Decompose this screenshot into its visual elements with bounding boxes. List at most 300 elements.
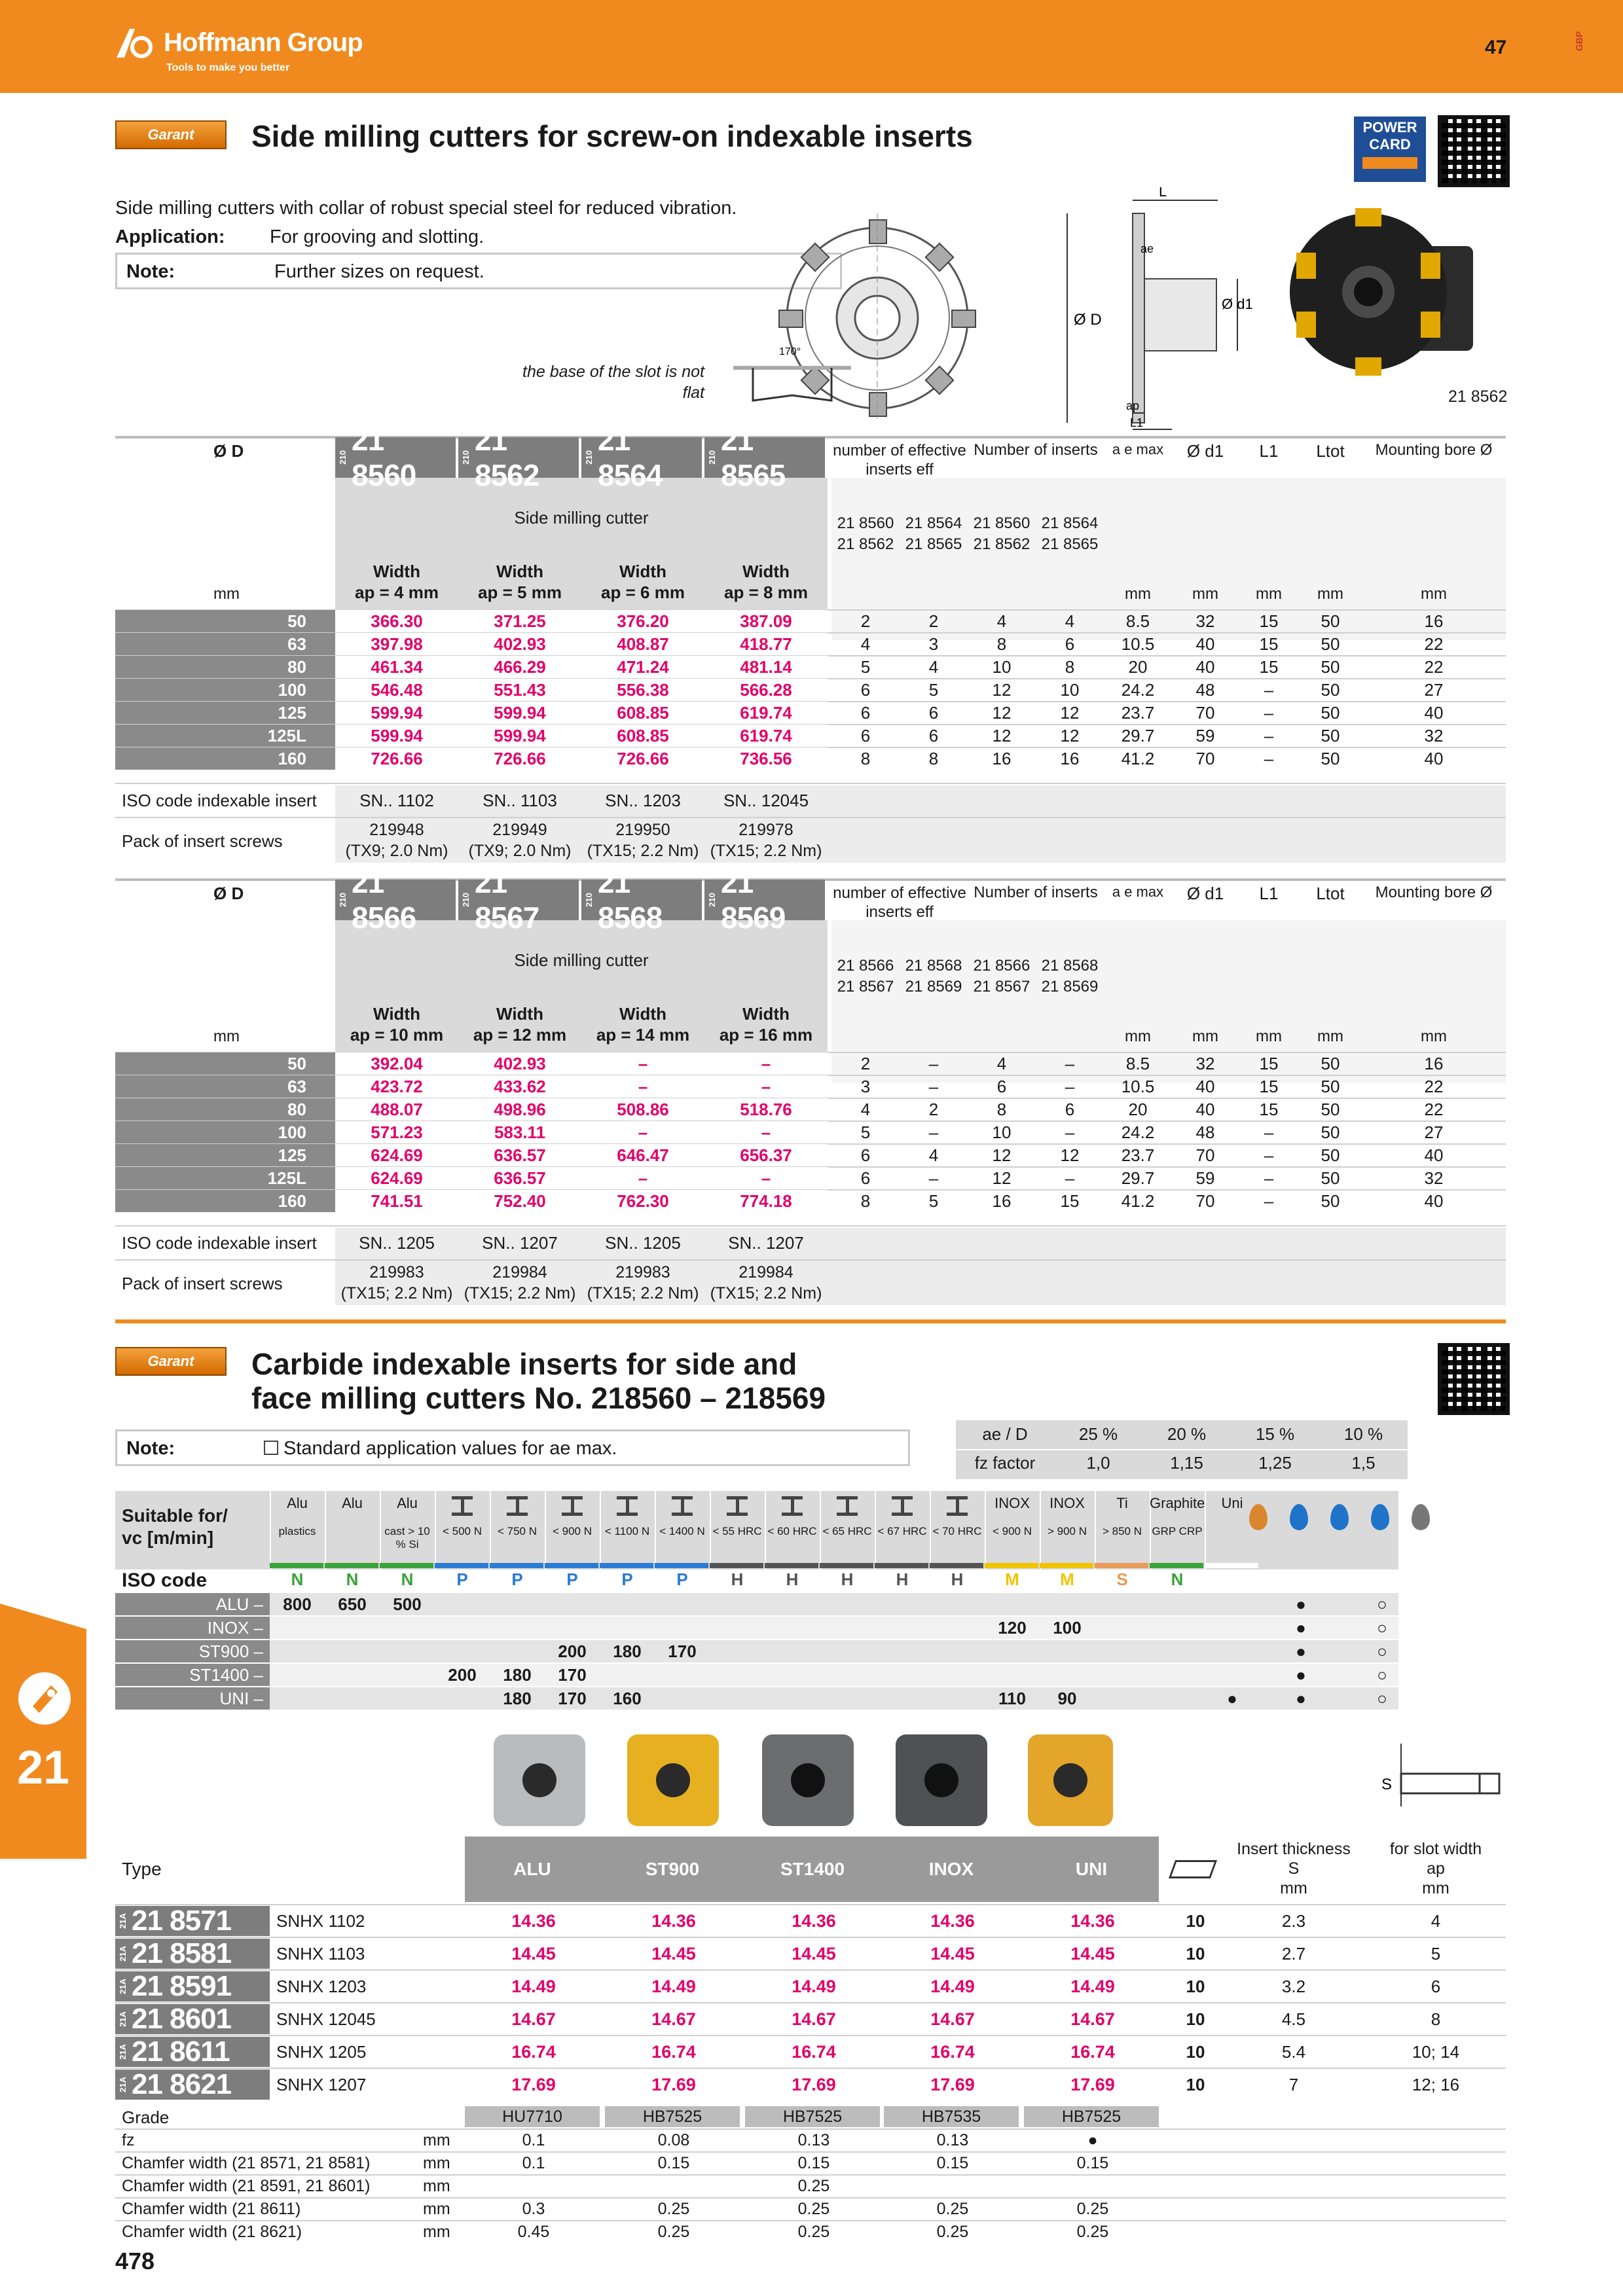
- width-value: ap = 10 mm: [350, 1025, 444, 1045]
- iso-letter: H: [841, 1570, 854, 1589]
- param-unit: mm: [423, 2223, 450, 2241]
- article-code-header: [335, 423, 456, 492]
- insert-price: 14.67: [792, 2009, 836, 2029]
- spec-cell: 8.5: [1125, 1054, 1150, 1073]
- param-value: 0.25: [657, 2223, 690, 2241]
- material-sub: > 850 N: [1102, 1525, 1142, 1537]
- spec-cell: –: [1264, 680, 1274, 700]
- material-sub: < 67 HRC: [877, 1525, 927, 1537]
- coolant-icon: [1412, 1504, 1430, 1530]
- price-cell: 571.23: [335, 1121, 458, 1143]
- insert-code-number: 21 8601: [132, 2003, 232, 2035]
- price-cell: 736.56: [704, 747, 828, 770]
- article-code-header: [458, 423, 579, 492]
- spec-cell: 2: [928, 611, 939, 631]
- grade-row-label: Grade: [122, 2108, 170, 2127]
- insert-code-prefix: 21A: [118, 1946, 128, 1962]
- iso-letter: S: [1116, 1570, 1128, 1589]
- iso-code-cell: SN.. 1102: [359, 791, 434, 810]
- price-cell: 551.43: [458, 679, 581, 701]
- note-box: [115, 253, 842, 289]
- row-line: [115, 1937, 1506, 1938]
- iso-color-bar: [490, 1563, 543, 1568]
- article-code-header: [704, 865, 825, 935]
- width-label: Width: [619, 562, 666, 581]
- code-prefix: 210: [707, 450, 717, 465]
- iso-letter: P: [676, 1570, 688, 1589]
- thickness-header: Insert thickness: [1237, 1840, 1351, 1858]
- sub-code: 21 8568: [905, 957, 962, 975]
- vc-value: 200: [558, 1641, 587, 1661]
- slot-note: [498, 361, 704, 403]
- coolant-mark: ●: [1296, 1618, 1306, 1638]
- insert-price: 16.74: [511, 2042, 556, 2062]
- pack-cell: 219950: [615, 821, 670, 839]
- param-label: Chamfer width (21 8611): [122, 2200, 301, 2218]
- ae-value: 20 %: [1167, 1424, 1207, 1444]
- header-effective-inserts: number of effective: [833, 442, 966, 459]
- diameter-cell: 125L: [115, 725, 335, 747]
- sub-code: 21 8568: [1041, 957, 1099, 975]
- insert-alu-photo: [494, 1734, 585, 1826]
- insert-thickness-drawing: [1381, 1737, 1506, 1809]
- insert-price: 14.36: [651, 1911, 696, 1931]
- spec-cell: 2: [860, 611, 871, 631]
- fz-label: fz factor: [974, 1453, 1036, 1473]
- insert-price: 14.36: [511, 1911, 556, 1931]
- spec-cell: 12: [1060, 1145, 1080, 1165]
- insert-price: 14.49: [1070, 1977, 1115, 1996]
- spec-cell: 70: [1195, 1145, 1215, 1165]
- figure-label: 21 8562: [1448, 387, 1508, 406]
- material-top: Uni: [1221, 1495, 1243, 1511]
- param-value: 0.25: [1076, 2223, 1109, 2241]
- info-icon: [264, 1441, 278, 1455]
- coolant-icon: [1249, 1504, 1267, 1530]
- qr-code-icon[interactable]: [1438, 115, 1510, 187]
- param-value: 0.3: [522, 2200, 545, 2218]
- title-line2: face milling cutters No. 218560 – 218569: [251, 1381, 826, 1415]
- iso-code-cell: SN.. 1103: [483, 791, 557, 810]
- price-cell: 636.57: [458, 1144, 581, 1166]
- spec-cell: 8: [928, 749, 939, 768]
- iso-code-cell: SN.. 1205: [605, 1233, 681, 1253]
- spec-cell: 10: [1060, 680, 1080, 700]
- iso-color-bar: [875, 1563, 928, 1568]
- article-code-header: [458, 865, 579, 935]
- row-line: [115, 1969, 1506, 1971]
- insert-price: 17.69: [511, 2075, 556, 2094]
- steel-beam-web: [736, 1499, 739, 1513]
- spec-cell: 12: [992, 680, 1012, 700]
- power-card-badge[interactable]: [1354, 117, 1426, 182]
- spec-cell: 22: [1424, 634, 1444, 654]
- spec-cell: 50: [1321, 726, 1340, 745]
- pack-cell-torque: (TX15; 2.2 Nm): [587, 1284, 699, 1302]
- spec-cell: 50: [1321, 1168, 1340, 1188]
- iso-code-cell: SN.. 12045: [723, 791, 809, 810]
- material-top: INOX: [994, 1495, 1030, 1511]
- iso-color-bar: [710, 1563, 763, 1568]
- header-number-inserts: Number of inserts: [974, 884, 1098, 901]
- row-line: [115, 1904, 1506, 1905]
- insert-uni-photo: [1028, 1734, 1113, 1826]
- insert-slot-width: 10; 14: [1412, 2042, 1460, 2062]
- price-cell: 646.47: [581, 1144, 704, 1166]
- note-label-2: Note:: [126, 1438, 175, 1459]
- price-cell: 566.28: [704, 679, 828, 701]
- code-prefix: 210: [461, 893, 471, 907]
- param-value: 0.1: [522, 2154, 545, 2172]
- milling-insert-icon: [18, 1672, 71, 1725]
- spec-cell: 16: [992, 749, 1012, 768]
- note-text-2: Standard application values for ae max.: [283, 1438, 617, 1459]
- spec-cell: –: [1065, 1168, 1075, 1188]
- hoffmann-logo-icon: [115, 26, 155, 59]
- spec-cell: 6: [1065, 1100, 1075, 1119]
- price-cell: 636.57: [458, 1167, 581, 1189]
- unit-mm: mm: [1256, 1028, 1282, 1045]
- iso-letter: H: [951, 1570, 964, 1589]
- code-prefix: 210: [338, 450, 348, 465]
- price-cell: 726.66: [335, 747, 458, 770]
- insert-price: 16.74: [651, 2042, 696, 2062]
- iso-code-label: ISO code: [122, 1570, 208, 1591]
- insert-code: [115, 1939, 270, 1969]
- dim-d1: Ø d1: [1222, 296, 1253, 312]
- iso-color-bar: [1150, 1563, 1203, 1568]
- spec-cell: 40: [1195, 1100, 1215, 1119]
- insert-st1400-photo: [762, 1734, 854, 1826]
- insert-type: SNHX 12045: [276, 2009, 376, 2029]
- thickness-header-s: S: [1288, 1859, 1300, 1878]
- insert-code-prefix: 21A: [118, 2077, 128, 2092]
- sub-code: 21 8567: [837, 978, 894, 996]
- insert-code-number: 21 8611: [132, 2036, 230, 2068]
- coolant-mark: ○: [1377, 1689, 1387, 1708]
- grade-row-bg: [270, 1640, 1398, 1662]
- spec-cell: 10.5: [1121, 634, 1155, 654]
- pack-cell-torque: (TX15; 2.2 Nm): [340, 1284, 453, 1302]
- coolant-mark: ●: [1296, 1665, 1306, 1685]
- row-line: [956, 1449, 1408, 1450]
- coolant-mark: ○: [1377, 1641, 1387, 1661]
- coolant-mark: ●: [1296, 1689, 1306, 1708]
- section-title-cutters: Side milling cutters for screw-on indexable inserts: [251, 119, 973, 153]
- width-label: Width: [373, 562, 420, 581]
- insert-thickness: 7: [1288, 2075, 1299, 2094]
- ae-factor-table: [956, 1420, 1408, 1479]
- page-number-top: 47: [1485, 37, 1507, 58]
- unit-mm: mm: [1125, 1028, 1151, 1045]
- sub-code: 21 8562: [973, 535, 1030, 553]
- chapter-tab: [0, 1604, 86, 1859]
- article-code: 21 8566: [352, 865, 416, 935]
- code-prefix: 210: [461, 450, 471, 465]
- ae-value: 15 %: [1255, 1424, 1295, 1444]
- title-line1: Carbide indexable inserts for side and: [251, 1347, 797, 1381]
- price-cell: –: [704, 1167, 828, 1189]
- spec-cell: 2: [928, 1100, 939, 1119]
- spec-cell: 16: [1424, 611, 1444, 631]
- iso-letter: P: [566, 1570, 578, 1589]
- iso-letter: N: [291, 1570, 304, 1589]
- grade-row-bg: [270, 1593, 1398, 1615]
- price-cell: 466.29: [458, 656, 581, 678]
- param-value: 0.25: [797, 2223, 830, 2241]
- price-cell: 402.93: [458, 633, 581, 655]
- iso-letter: N: [346, 1570, 359, 1589]
- spec-cell: 6: [860, 1145, 871, 1165]
- article-code: 21 8564: [598, 423, 663, 492]
- iso-letter: P: [511, 1570, 523, 1589]
- iso-letter: P: [456, 1570, 468, 1589]
- spec-cell: –: [1264, 1122, 1274, 1142]
- article-code: 21 8560: [352, 423, 416, 492]
- spec-cell: –: [928, 1168, 939, 1188]
- price-cell: 461.34: [335, 656, 458, 678]
- price-cell: –: [704, 1121, 828, 1143]
- steel-beam-web: [461, 1499, 464, 1513]
- spec-cell: –: [1264, 749, 1274, 768]
- vc-value: 90: [1057, 1689, 1077, 1708]
- insert-slot-width: 4: [1431, 1911, 1441, 1931]
- fz-value: 1,25: [1258, 1453, 1292, 1473]
- spec-cell: 29.7: [1121, 726, 1155, 745]
- unit-mm: mm: [1317, 1028, 1343, 1045]
- spec-cell: 12: [992, 703, 1012, 723]
- pack-cell-torque: (TX9; 2.0 Nm): [345, 842, 448, 860]
- iso-letter: N: [401, 1570, 414, 1589]
- spec-cell: 5: [860, 657, 871, 677]
- insert-price: 14.67: [511, 2009, 556, 2029]
- insert-code: [115, 2004, 270, 2034]
- price-cell: 726.66: [458, 747, 581, 770]
- spec-cell: –: [1065, 1122, 1075, 1142]
- diameter-cell: 125: [115, 702, 335, 724]
- iso-code-cell: SN.. 1203: [605, 791, 681, 810]
- steel-beam-web: [791, 1499, 794, 1513]
- material-top: Alu: [397, 1495, 418, 1511]
- spec-cell: 40: [1195, 657, 1215, 677]
- vc-value: 500: [393, 1594, 422, 1614]
- pack-cell-torque: (TX15; 2.2 Nm): [464, 1284, 576, 1302]
- grade-header: ALU: [465, 1837, 600, 1902]
- hoffmann-logo[interactable]: [115, 26, 363, 59]
- width-value: ap = 8 mm: [724, 583, 808, 602]
- grade-value: HB7535: [884, 2106, 1019, 2127]
- spec-cell: 59: [1195, 1168, 1215, 1188]
- steel-beam-web: [846, 1499, 849, 1513]
- width-value: ap = 12 mm: [473, 1025, 567, 1045]
- note-box-2: [115, 1429, 910, 1466]
- iso-color-bar: [380, 1563, 433, 1568]
- insert-price: 14.36: [930, 1911, 975, 1931]
- grade-value: HU7710: [465, 2106, 600, 2127]
- header-effective-inserts: number of effective: [833, 884, 966, 902]
- insert-price: 14.45: [1070, 1944, 1115, 1964]
- vc-value: 120: [998, 1618, 1027, 1638]
- iso-color-bar: [325, 1563, 378, 1568]
- param-value: 0.15: [936, 2154, 969, 2172]
- spec-cell: 40: [1424, 749, 1444, 768]
- coolant-icon: [1290, 1504, 1308, 1530]
- vc-label: vc [m/min]: [122, 1528, 214, 1548]
- insert-pack: 10: [1186, 2075, 1205, 2094]
- steel-beam-web: [956, 1499, 959, 1513]
- param-value: 0.25: [797, 2200, 830, 2218]
- slot-header-ap: ap: [1427, 1859, 1445, 1878]
- pack-box-icon: [1169, 1860, 1217, 1878]
- width-label: Width: [496, 1004, 543, 1024]
- price-cell: 392.04: [335, 1052, 458, 1075]
- spec-cell: 10: [992, 657, 1012, 677]
- steel-beam-web: [901, 1499, 904, 1513]
- pack-cell-torque: (TX15; 2.2 Nm): [710, 1284, 822, 1302]
- spec-cell: 5: [928, 680, 939, 700]
- sub-code: 21 8564: [905, 514, 962, 532]
- spec-cell: 15: [1259, 657, 1279, 677]
- unit-mm: mm: [1317, 585, 1343, 603]
- insert-code-prefix: 21A: [118, 2044, 128, 2060]
- unit-mm: mm: [1421, 1028, 1447, 1045]
- price-cell: 599.94: [458, 702, 581, 724]
- dim-l-tot: L: [1159, 187, 1167, 200]
- insert-price: 14.45: [930, 1944, 975, 1964]
- diameter-cell: 100: [115, 679, 335, 701]
- price-cell: 583.11: [458, 1121, 581, 1143]
- iso-color-bar: [1040, 1563, 1093, 1568]
- price-cell: –: [581, 1167, 704, 1189]
- insert-type: SNHX 1207: [276, 2075, 367, 2094]
- iso-letter: H: [896, 1570, 909, 1589]
- material-sub: < 1100 N: [604, 1525, 650, 1537]
- unit-mm: mm: [213, 1028, 240, 1045]
- header-ae: a e max: [1112, 441, 1164, 457]
- iso-label: ISO code indexable insert: [122, 1233, 317, 1253]
- row-line: [115, 1225, 1506, 1227]
- grade-value: HB7525: [1024, 2106, 1159, 2127]
- note-text: Further sizes on request.: [274, 261, 484, 282]
- spec-cell: –: [1264, 1168, 1274, 1188]
- steel-beam-web: [681, 1499, 684, 1513]
- spec-cell: 12: [1060, 703, 1080, 723]
- code-prefix: 210: [338, 893, 348, 907]
- spec-cell: 16: [1424, 1054, 1444, 1073]
- iso-code-cell: SN.. 1205: [359, 1233, 435, 1253]
- sub-code: 21 8566: [973, 957, 1030, 975]
- fz-value: 1,5: [1351, 1453, 1376, 1473]
- price-cell: 402.93: [458, 1052, 581, 1075]
- spec-cell: 8: [860, 749, 871, 768]
- price-cell: 481.14: [704, 656, 828, 678]
- sub-code: 21 8569: [905, 978, 962, 996]
- spec-cell: 32: [1195, 1054, 1215, 1073]
- article-code: 21 8568: [598, 865, 663, 935]
- insert-thickness: 2.7: [1281, 1944, 1306, 1964]
- spec-cell: 10: [992, 1122, 1012, 1142]
- param-value: 0.15: [657, 2154, 690, 2172]
- ae-value: 10 %: [1343, 1424, 1383, 1444]
- vc-value: 110: [998, 1689, 1026, 1708]
- spec-cell: 12: [992, 1145, 1012, 1165]
- vc-value: 650: [338, 1594, 367, 1614]
- qr-code-icon-2[interactable]: [1438, 1343, 1510, 1415]
- price-cell: 376.20: [581, 610, 704, 632]
- spec-cell: 40: [1195, 634, 1215, 654]
- cutter-table-1: [115, 423, 1506, 865]
- price-cell: 498.96: [458, 1098, 581, 1121]
- param-value: 0.25: [936, 2223, 969, 2241]
- diameter-cell: 125L: [115, 1167, 335, 1189]
- insert-price: 14.36: [1070, 1911, 1115, 1931]
- price-cell: 423.72: [335, 1075, 458, 1098]
- spec-cell: 6: [928, 703, 939, 723]
- brand-tagline: Tools to make you better: [166, 62, 290, 73]
- spec-cell: 32: [1195, 611, 1215, 631]
- price-cell: 556.38: [581, 679, 704, 701]
- param-unit: mm: [423, 2177, 450, 2195]
- slot-note-line1: the base of the slot is not: [522, 363, 704, 381]
- insert-price: 14.45: [651, 1944, 696, 1964]
- material-sub: < 900 N: [992, 1525, 1032, 1537]
- spec-cell: 8: [860, 1191, 871, 1211]
- material-top: Alu: [287, 1495, 308, 1511]
- article-code: 21 8567: [475, 865, 539, 935]
- steel-beam-web: [516, 1499, 519, 1513]
- iso-color-bar: [600, 1563, 653, 1568]
- sub-code: 21 8564: [1041, 514, 1099, 532]
- diameter-header: Ø D: [213, 441, 244, 461]
- header-ltot: Ltot: [1316, 884, 1345, 903]
- insert-price: 14.67: [651, 2009, 696, 2029]
- price-cell: 619.74: [704, 702, 828, 724]
- grade-value: HB7525: [605, 2106, 740, 2127]
- spec-cell: 22: [1424, 657, 1444, 677]
- vc-value: 170: [558, 1689, 587, 1708]
- spec-cell: 22: [1424, 1100, 1444, 1119]
- price-cell: 624.69: [335, 1144, 458, 1166]
- price-cell: 741.51: [335, 1190, 458, 1212]
- insert-thickness: 3.2: [1281, 1977, 1306, 1996]
- spec-cell: 48: [1195, 680, 1215, 700]
- grade-label: ALU –: [115, 1593, 270, 1615]
- diameter-cell: 125: [115, 1144, 335, 1166]
- spec-cell: 6: [1065, 634, 1075, 654]
- price-cell: 762.30: [581, 1190, 704, 1212]
- insert-price: 17.69: [930, 2075, 975, 2094]
- header-d1: Ø d1: [1186, 441, 1224, 461]
- material-sub: > 900 N: [1047, 1525, 1087, 1537]
- coolant-icon: [1371, 1504, 1389, 1530]
- unit-mm: mm: [1125, 585, 1151, 603]
- spec-cell: 16: [992, 1191, 1012, 1211]
- iso-color-bar: [270, 1563, 323, 1568]
- spec-cell: 4: [996, 1054, 1007, 1073]
- iso-label: ISO code indexable insert: [122, 791, 317, 810]
- sub-code: 21 8560: [973, 514, 1030, 532]
- slot-base-drawing: [733, 342, 851, 414]
- insert-price: 14.67: [930, 2009, 975, 2029]
- article-code: 21 8562: [475, 423, 539, 492]
- param-unit: mm: [423, 2200, 450, 2218]
- vc-value: 200: [448, 1665, 477, 1685]
- material-sub: < 70 HRC: [932, 1525, 982, 1537]
- insert-photos: [484, 1721, 1113, 1839]
- param-value: 0.15: [1076, 2154, 1109, 2172]
- spec-cell: 27: [1424, 1122, 1444, 1142]
- param-value: 0.25: [1076, 2200, 1109, 2218]
